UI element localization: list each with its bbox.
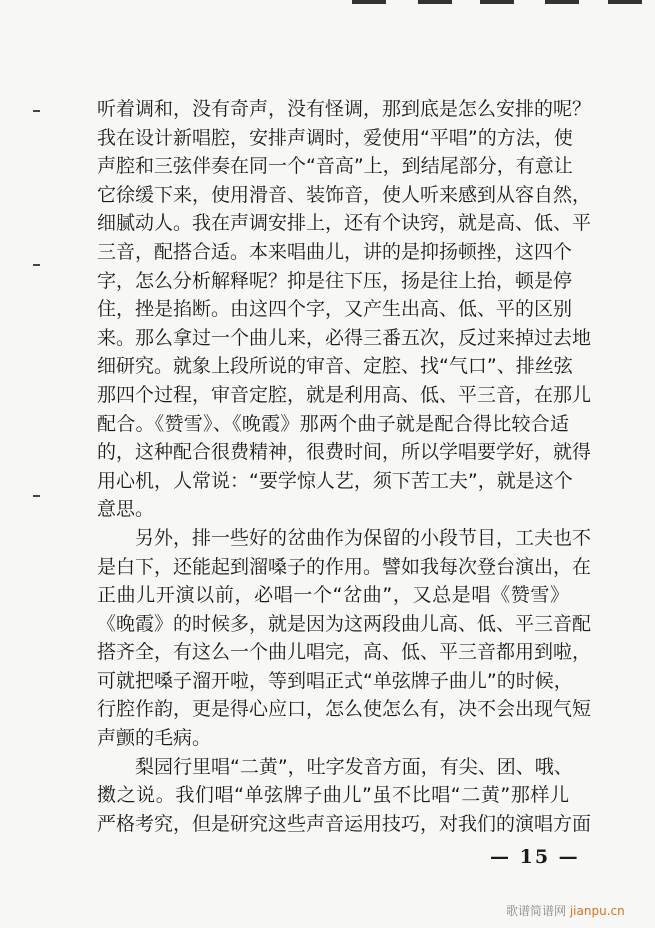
text-line: 可就把嗓子溜开啦，等到唱正式“单弦牌子曲儿”的时候， [97, 669, 573, 692]
page-number: — 15 — [490, 846, 580, 868]
text-line: 声腔和三弦伴奏在同一个“音高”上，到结尾部分，有意让 [97, 155, 573, 178]
text-line: 三音，配搭合适。本来唱曲儿，讲的是抑扬顿挫，这四个 [97, 240, 573, 263]
body-text [97, 95, 592, 838]
scan-edge-mark [480, 0, 514, 4]
text-line: 住，挫是掐断。由这四个字，又产生出高、低、平的区别 [97, 298, 573, 321]
text-line: 用心机，人常说：“要学惊人艺，须下苦工夫”，就是这个 [97, 469, 573, 492]
margin-mark [33, 110, 40, 112]
text-line: 意思。 [97, 498, 155, 521]
margin-mark [33, 495, 40, 497]
text-line: 严格考究，但是研究这些声音运用技巧，对我们的演唱方面 [97, 812, 592, 835]
text-line: 是白下，还能起到溜嗓子的作用。譬如我每次登台演出，在 [97, 555, 592, 578]
text-line: 擞之说。我们唱“单弦牌子曲儿”虽不比唱“二黄”那样儿 [97, 784, 569, 807]
text-line: 梨园行里唱“二黄”，吐字发音方面，有尖、团、哦、 [97, 755, 573, 778]
text-line: 配合。《赞雪》、《晚霞》那两个曲子就是配合得比较合适 [97, 412, 569, 435]
text-line: 声颤的毛病。 [97, 727, 212, 750]
scan-edge-mark [418, 0, 452, 4]
text-line: 字，怎么分析解释呢？抑是往下压，扬是往上抬，顿是停 [97, 269, 573, 292]
text-line: 的，这种配合很费精神，很费时间，所以学唱要学好，就得 [97, 441, 592, 464]
text-line: 那四个过程，审音定腔，就是利用高、低、平三音，在那儿 [97, 383, 592, 406]
text-line: 行腔作韵，更是得心应口，怎么使怎么有，决不会出现气短 [97, 698, 592, 721]
text-line: 我在设计新唱腔，安排声调时，爱使用“平唱”的方法，使 [97, 126, 573, 149]
text-line: 正曲儿开演以前，必唱一个“岔曲”，又总是唱《赞雪》 [97, 584, 569, 607]
text-line: 细研究。就象上段所说的审音、定腔、找“气口”、排丝弦 [97, 355, 573, 378]
watermark [506, 902, 625, 919]
scan-edge-mark [608, 0, 642, 4]
text-line: 《晚霞》的时候多，就是因为这两段曲儿高、低、平三音配 [97, 612, 592, 635]
margin-mark [33, 264, 40, 266]
text-line: 搭齐全，有这么一个曲儿唱完，高、低、平三音都用到啦， [97, 641, 592, 664]
text-line: 它徐缓下来，使用滑音、装饰音，使人听来感到从容自然， [97, 183, 592, 206]
watermark-site: jianpu.cn [569, 904, 625, 918]
text-line: 来。那么拿过一个曲儿来，必得三番五次，反过来掉过去地 [97, 326, 592, 349]
scan-edge-mark [352, 0, 386, 4]
text-line: 细腻动人。我在声调安排上，还有个诀窍，就是高、低、平 [97, 212, 592, 235]
scan-edge-mark [545, 0, 579, 4]
text-line: 听着调和，没有奇声，没有怪调，那到底是怎么安排的呢？ [97, 98, 592, 120]
watermark-cn: 歌谱简谱网 [506, 904, 567, 918]
text-line: 另外，排一些好的岔曲作为保留的小段节目，工夫也不 [97, 526, 592, 549]
